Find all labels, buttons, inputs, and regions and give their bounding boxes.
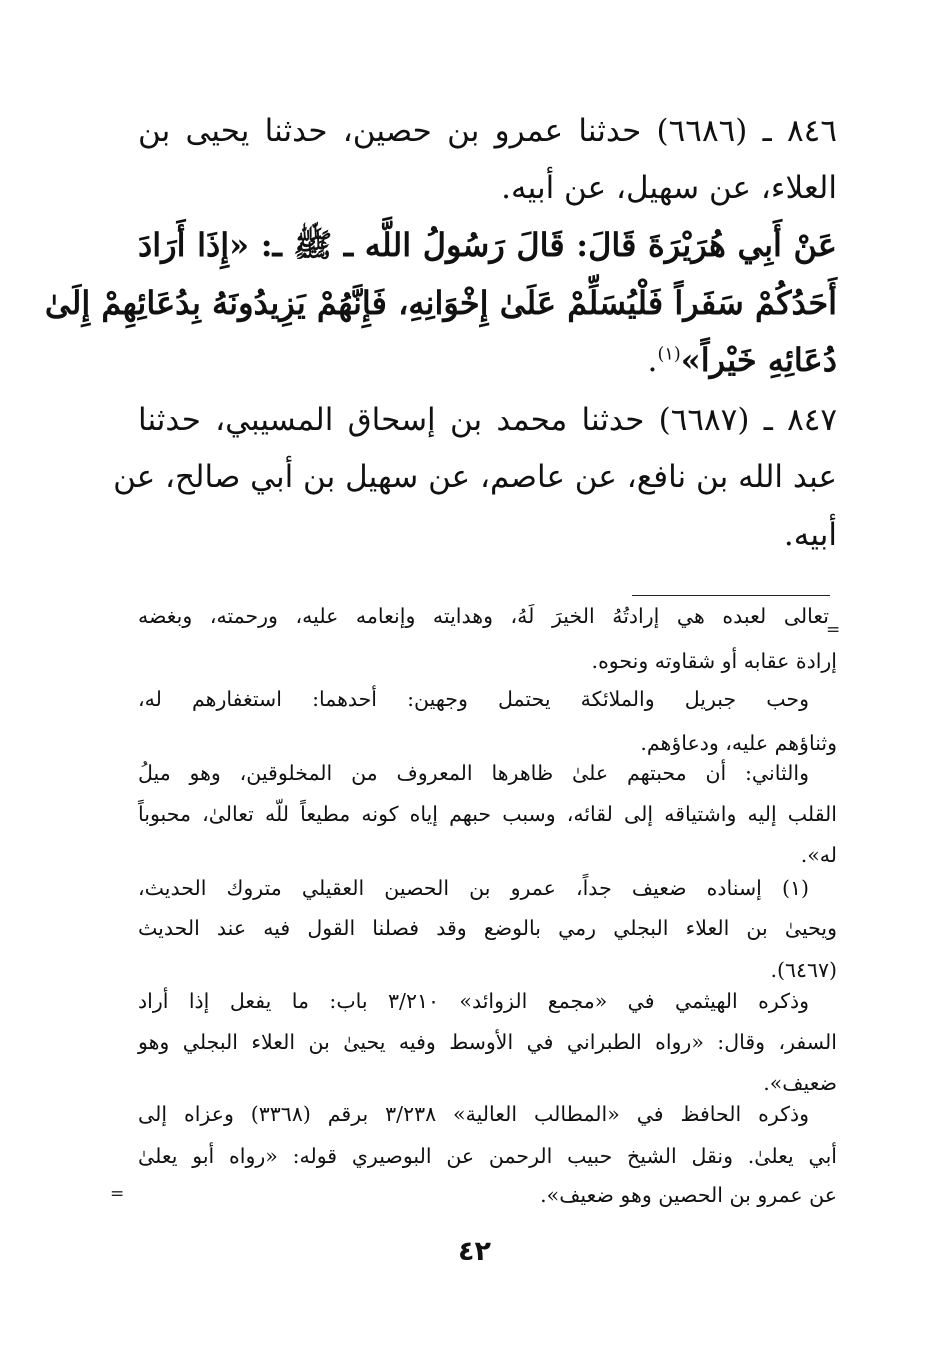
hadith-847-chain-line-3: أبيه. <box>783 517 837 553</box>
hadith-846-period: . <box>647 341 658 379</box>
hadith-846-text-line-2: أَحَدُكُمْ سَفَراً فَلْيُسَلِّمْ عَلَىٰ إِخْوَانِهِ، فَإِنَّهُمْ يَزِيدُونَهُ بِدُعَائِهِمْ إِلَىٰ <box>44 284 837 322</box>
continuation-mark-bottom: = <box>110 1184 125 1204</box>
hadith-847-chain-line-2: عبد الله بن نافع، عن عاصم، عن سهيل بن أبي صالح، عن <box>113 459 837 495</box>
footnote-1-line-8: أبي يعلىٰ. ونقل الشيخ حبيب الرحمن عن البوصيري قوله: «رواه أبو يعلىٰ <box>138 1144 837 1168</box>
footnote-1-line-1: (١) إسناده ضعيف جداً، عمرو بن الحصين العقيلي متروك الحديث، <box>138 876 809 900</box>
hadith-846-text-line-1: عَنْ أَبِي هُرَيْرَةَ قَالَ: قَالَ رَسُولُ اللَّه ـ ﷺ ـ: «إِذَا أَرَادَ <box>138 226 838 264</box>
footnote-continued-line-6: القلب إليه واشتياقه إلى لقائه، وسبب حبهم إياه كونه مطيعاً للّه تعالىٰ، محبوباً <box>138 802 837 826</box>
hadith-846-chain-line-1: ٨٤٦ ـ (٦٦٨٦) حدثنا عمرو بن حصين، حدثنا يحيى بن <box>138 113 837 149</box>
footnote-1-line-3: (٦٤٦٧). <box>770 958 837 982</box>
hadith-846-chain-line-2: العلاء، عن سهيل، عن أبيه. <box>501 170 837 206</box>
page-number: ٤٢ <box>458 1236 491 1267</box>
footnote-1-line-5: السفر، وقال: «رواه الطبراني في الأوسط وفيه يحيىٰ بن العلاء البجلي وهو <box>138 1030 837 1054</box>
footnote-separator <box>632 595 830 596</box>
footnote-continued-line-5: والثاني: أن محبتهم علىٰ ظاهرها المعروف من المخلوقين، وهو ميلُ <box>138 761 809 785</box>
footnote-ref-1: (١) <box>657 344 681 365</box>
footnote-1-line-6: ضعيف». <box>763 1071 837 1095</box>
footnote-1-line-2: ويحيىٰ بن العلاء البجلي رمي بالوضع وقد فصلنا القول فيه عند الحديث <box>138 916 837 940</box>
footnote-continued-line-7: له». <box>800 843 837 867</box>
hadith-846-text-end: دُعَائِهِ خَيْراً» <box>680 341 837 379</box>
hadith-847-chain-line-1: ٨٤٧ ـ (٦٦٨٧) حدثنا محمد بن إسحاق المسيبي، حدثنا <box>138 402 838 438</box>
footnote-continued-line-3: وحب جبريل والملائكة يحتمل وجهين: أحدهما: استغفارهم له، <box>138 687 809 711</box>
footnote-continued-line-1: تعالى لعبده هي إرادتُهُ الخيرَ لَهُ، وهدايته وإنعامه عليه، ورحمته، وبغضه <box>138 604 829 628</box>
hadith-846-text-line-3 <box>647 341 837 379</box>
footnote-continued-line-2: إرادة عقابه أو شقاوته ونحوه. <box>591 649 837 673</box>
footnote-1-line-9: عن عمرو بن الحصين وهو ضعيف». <box>540 1183 837 1207</box>
footnote-1-line-7: وذكره الحافظ في «المطالب العالية» ٣/٢٣٨ برقم (٣٣٦٨) وعزاه إلى <box>138 1102 809 1126</box>
continuation-mark-top: = <box>826 620 841 640</box>
footnote-continued-line-4: وثناؤهم عليه، ودعاؤهم. <box>640 731 837 755</box>
footnote-1-line-4: وذكره الهيثمي في «مجمع الزوائد» ٣/٢١٠ باب: ما يفعل إذا أراد <box>138 989 809 1013</box>
